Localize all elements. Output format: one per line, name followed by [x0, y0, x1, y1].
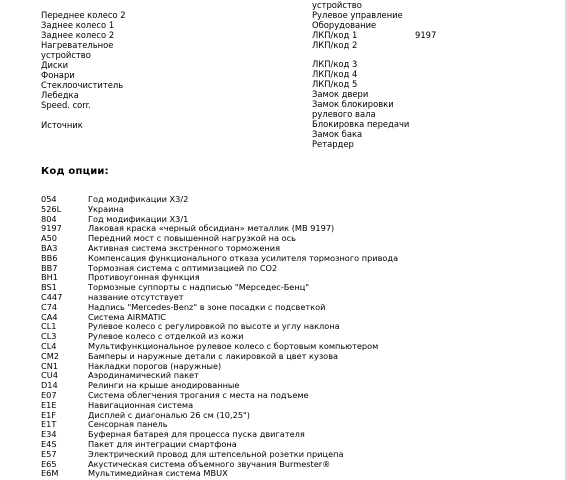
equipment-label: Источник: [41, 120, 83, 130]
option-description: Сенсорная панель: [88, 419, 168, 430]
option-description: Пакет для интеграции смартфона: [88, 438, 237, 449]
option-description: Система облегчения трогания с места на подъеме: [88, 389, 309, 400]
equipment-row: [312, 79, 532, 89]
option-code: E1F: [41, 409, 57, 420]
equipment-label: ЛКП/код 4: [312, 69, 358, 79]
option-code: E34: [41, 429, 57, 440]
equipment-row: [312, 10, 532, 20]
option-description: Лаковая краска «черный обсидиан» металлик (MB 9197): [88, 223, 335, 234]
option-description: Накладки порогов (наружные): [88, 360, 222, 371]
equipment-label: Оборудование: [312, 20, 377, 30]
option-description: Бамперы и наружные детали с лакировкой в цвет кузова: [88, 350, 339, 361]
option-code: 054: [41, 194, 57, 204]
equipment-right-column: [312, 0, 532, 149]
equipment-label: ЛКП/код 1: [312, 30, 358, 40]
option-code: BS1: [41, 282, 57, 293]
option-code: CN1: [41, 360, 59, 371]
equipment-label: Фонари: [41, 70, 75, 80]
option-description: Тормозные суппорты с надписью "Мерседес-Бенц": [88, 282, 310, 293]
equipment-row: [312, 30, 532, 40]
equipment-label: [41, 110, 301, 120]
equipment-label: Заднее колесо 2: [41, 30, 115, 40]
equipment-row: [312, 89, 532, 99]
equipment-label: Замок блокировки рулевого вала: [312, 99, 394, 119]
options-list: [41, 195, 541, 479]
option-code: E6M: [41, 468, 59, 479]
options-heading: Код опции:: [41, 166, 109, 177]
option-code: CA4: [41, 311, 58, 322]
option-code: CU4: [41, 370, 58, 381]
option-code: E1T: [41, 419, 57, 430]
equipment-label: Блокировка передачи: [312, 119, 410, 129]
option-code: BH1: [41, 272, 58, 283]
option-description: Навигационная система: [88, 399, 194, 410]
equipment-label: Лебедка: [41, 90, 79, 100]
equipment-label: Рулевое управление: [312, 10, 403, 20]
row-spacer: [312, 50, 532, 59]
option-code: 804: [41, 213, 57, 224]
option-description: Надпись "Mercedes-Benz" в зоне посадки с подсветкой: [88, 301, 326, 312]
option-description: Компенсация функционального отказа усилителя тормозного привода: [88, 252, 399, 263]
equipment-row: [312, 119, 532, 129]
equipment-row: [312, 20, 532, 30]
option-description: Активная система экстренного торможения: [88, 242, 281, 253]
option-description: Передний мост с повышенной нагрузкой на ось: [88, 233, 296, 244]
option-code: BB7: [41, 262, 58, 273]
option-code: E57: [41, 448, 57, 459]
option-code: CL3: [41, 331, 57, 342]
option-row: [41, 469, 541, 479]
option-description: Противоугонная функция: [88, 272, 200, 283]
option-code: BB6: [41, 252, 58, 263]
equipment-label: Диски: [41, 60, 69, 70]
equipment-label: ЛКП/код 2: [312, 40, 358, 50]
option-description: Мультимедийная система MBUX: [88, 468, 228, 479]
option-description: Рулевое колесо с регулировкой по высоте и углу наклона: [88, 321, 340, 332]
option-code: CM2: [41, 350, 59, 361]
equipment-label: Замок двери: [312, 89, 369, 99]
option-description: Год модификации X3/2: [88, 194, 189, 204]
equipment-label: Заднее колесо 1: [41, 20, 115, 30]
equipment-label: Ретардер: [312, 139, 354, 149]
equipment-value: 9197: [415, 30, 437, 40]
option-description: Рулевое колесо с отделкой из кожи: [88, 331, 244, 342]
option-code: 9197: [41, 223, 62, 234]
equipment-label: Speed. corr.: [41, 100, 91, 110]
equipment-left-column: [41, 0, 301, 130]
option-code: C447: [41, 291, 63, 302]
option-description: Релинги на крыше анодированные: [88, 380, 240, 391]
option-description: Год модификации X3/1: [88, 213, 189, 224]
option-description: Аэродинамический пакет: [88, 370, 199, 381]
option-description: Дисплей с диагональю 26 см (10,25"): [88, 409, 250, 420]
option-description: Буферная батарея для процесса пуска двигателя: [88, 429, 305, 440]
option-description: Электрический провод для штепсельной розетки прицепа: [88, 448, 344, 459]
option-code: C74: [41, 301, 58, 312]
equipment-label: устройство: [312, 0, 362, 10]
equipment-label: Стеклоочиститель: [41, 80, 124, 90]
option-code: E4S: [41, 438, 57, 449]
equipment-label: Нагревательное устройство: [41, 40, 114, 60]
equipment-label: Переднее колесо 2: [41, 10, 126, 20]
option-code: A50: [41, 233, 58, 244]
equipment-label: Замок бака: [312, 129, 363, 139]
option-description: Украина: [88, 203, 124, 214]
equipment-row: [312, 139, 532, 149]
option-code: E65: [41, 458, 57, 469]
equipment-row: [312, 0, 532, 10]
option-description: Тормозная система с оптимизацией по CO2: [88, 262, 278, 273]
option-description: Мультифункциональное рулевое колесо с бортовым компьютером: [88, 340, 379, 351]
option-code: E07: [41, 389, 57, 400]
equipment-label: ЛКП/код 5: [312, 79, 358, 89]
equipment-row: [312, 69, 532, 79]
option-code: D14: [41, 380, 58, 391]
equipment-label: ЛКП/код 3: [312, 59, 358, 69]
option-code: CL1: [41, 321, 57, 332]
option-description: Акустическая система объемного звучания Burmester®: [88, 458, 331, 469]
equipment-row: [312, 129, 532, 139]
option-code: 526L: [41, 203, 62, 214]
option-description: название отсутствует: [88, 291, 184, 302]
equipment-row: [312, 59, 532, 69]
equipment-row: [312, 40, 532, 50]
option-code: BA3: [41, 242, 58, 253]
option-code: E1E: [41, 399, 57, 410]
option-code: CL4: [41, 340, 57, 351]
option-description: Система AIRMATIC: [88, 311, 167, 322]
